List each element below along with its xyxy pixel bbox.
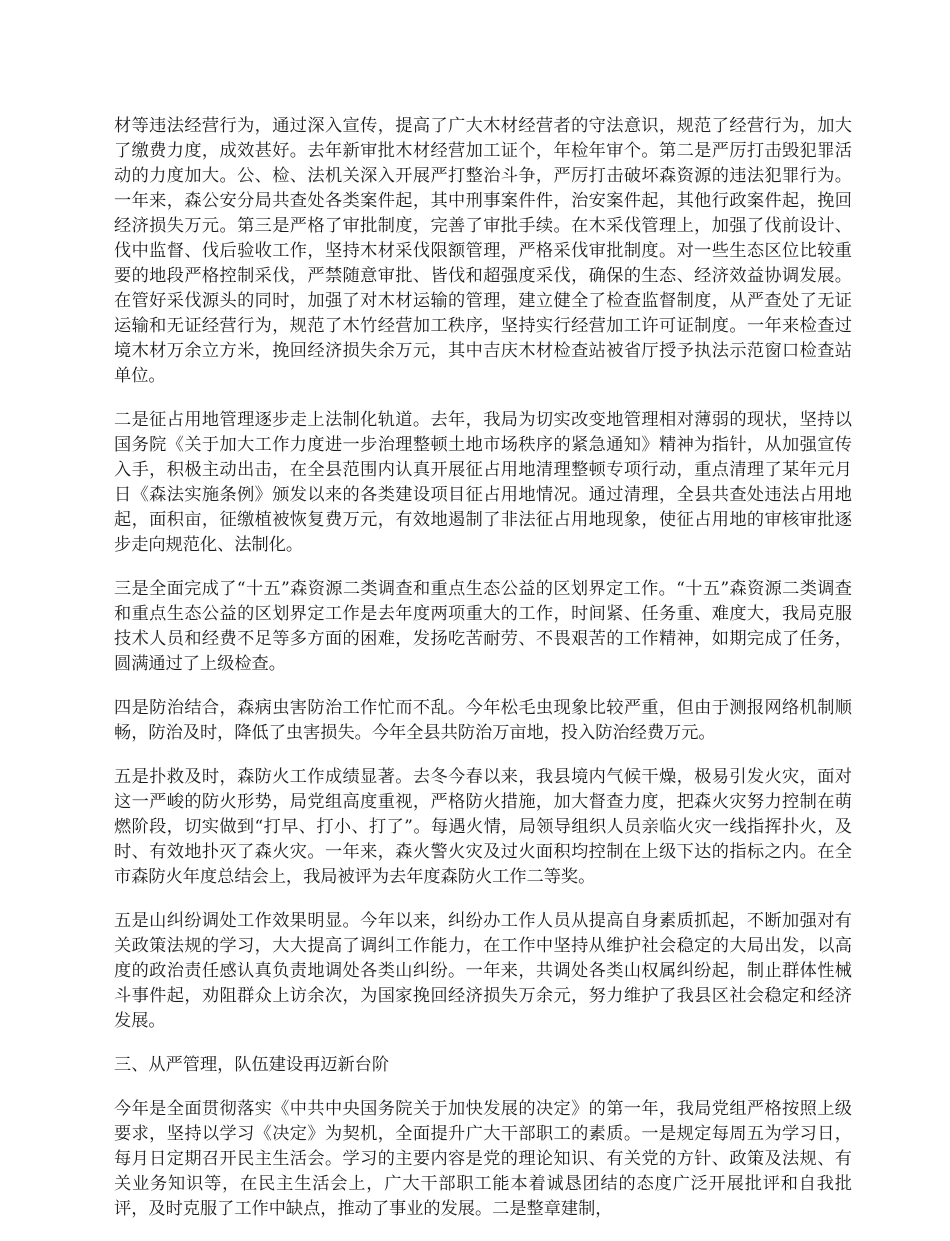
paragraph-dispute-mediation: 五是山纠纷调处工作效果明显。今年以来，纠纷办工作人员从提高自身素质抓起，不断加强对有关政策法规的学习，大大提高了调纠工作能力，在工作中坚持从维护社会稳定的大局出发，以高度的政治责任感认真负责地调处各类山纠纷。一年来，共调处各类山权属纠纷起，制止群体性械斗事件起，劝阻群众上访余次，为国家挽回经济损失万余元，努力维护了我县区社会稳定和经济发展。 [114, 911, 852, 1031]
section-heading: 三、从严管理，队伍建设再迈新台阶 [114, 1055, 390, 1075]
paragraph-timber-management: 材等违法经营行为，通过深入宣传，提高了广大木材经营者的守法意识，规范了经营行为，加大了缴费力度，成效甚好。去年新审批木材经营加工证个，年检年审个。第二是严厉打击毁犯罪活动的力度加大。公、检、法机关深入开展严打整治斗争，严厉打击破坏森资源的违法犯罪行为。一年来，森公安分局共查处各类案件起，其中刑事案件件，治安案件起，其他行政案件起，挽回经济损失万元。第三是严格了审批制度，完善了审批手续。在木采伐管理上，加强了伐前设计、伐中监督、伐后验收工作，坚持木材采伐限额管理，严格采伐审批制度。对一些生态区位比较重要的地段严格控制采伐，严禁随意审批、皆伐和超强度采伐，确保的生态、经济效益协调发展。在管好采伐源头的同时，加强了对木材运输的管理，建立健全了检查监督制度，从严查处了无证运输和无证经营行为，规范了木竹经营加工秩序，坚持实行经营加工许可证制度。一年来检查过境木材万余立方米，挽回经济损失余万元，其中吉庆木材检查站被省厅授予执法示范窗口检查站单位。 [114, 116, 852, 386]
document-page [114, 114, 852, 1241]
paragraph-team-building: 今年是全面贯彻落实《中共中央国务院关于加快发展的决定》的第一年，我局党组严格按照上级要求，坚持以学习《决定》为契机，全面提升广大干部职工的素质。一是规定每周五为学习日，每月日定期召开民主生活会。学习的主要内容是党的理论知识、有关党的方针、政策及法规、有关业务知识等，在民主生活会上，广大干部职工能本着诚恳团结的态度广泛开展批评和自我批评，及时克服了工作中缺点，推动了事业的发展。二是整章建制， [114, 1099, 852, 1219]
paragraph-land-use: 二是征占用地管理逐步走上法制化轨道。去年，我局为切实改变地管理相对薄弱的现状，坚持以国务院《关于加大工作力度进一步治理整顿土地市场秩序的紧急通知》精神为指针，从加强宣传入手，积极主动出击，在全县范围内认真开展征占用地清理整顿专项行动，重点清理了某年元月日《森法实施条例》颁发以来的各类建设项目征占用地情况。通过清理，全县共查处违法占用地起，面积亩，征缴植被恢复费万元，有效地遏制了非法征占用地现象，使征占用地的审核审批逐步走向规范化、法制化。 [114, 410, 852, 555]
paragraph-forest-survey: 三是全面完成了“十五”森资源二类调查和重点生态公益的区划界定工作。“十五”森资源二类调查和重点生态公益的区划界定工作是去年度两项重大的工作，时间紧、任务重、难度大，我局克服技术人员和经费不足等多方面的困难，发扬吃苦耐劳、不畏艰苦的工作精神，如期完成了任务，圆满通过了上级检查。 [114, 579, 852, 674]
paragraph-fire-prevention: 五是扑救及时，森防火工作成绩显著。去冬今春以来，我县境内气候干燥，极易引发火灾，面对这一严峻的防火形势，局党组高度重视，严格防火措施，加大督查力度，把森火灾努力控制在萌燃阶段，切实做到“打早、打小、打了”。每遇火情，局领导组织人员亲临火灾一线指挥扑火，及时、有效地扑灭了森火灾。一年来，森火警火灾及过火面积均控制在上级下达的指标之内。在全市森防火年度总结会上，我局被评为去年度森防火工作二等奖。 [114, 767, 852, 887]
paragraph-pest-control: 四是防治结合，森病虫害防治工作忙而不乱。今年松毛虫现象比较严重，但由于测报网络机制顺畅，防治及时，降低了虫害损失。今年全县共防治万亩地，投入防治经费万元。 [114, 698, 852, 743]
